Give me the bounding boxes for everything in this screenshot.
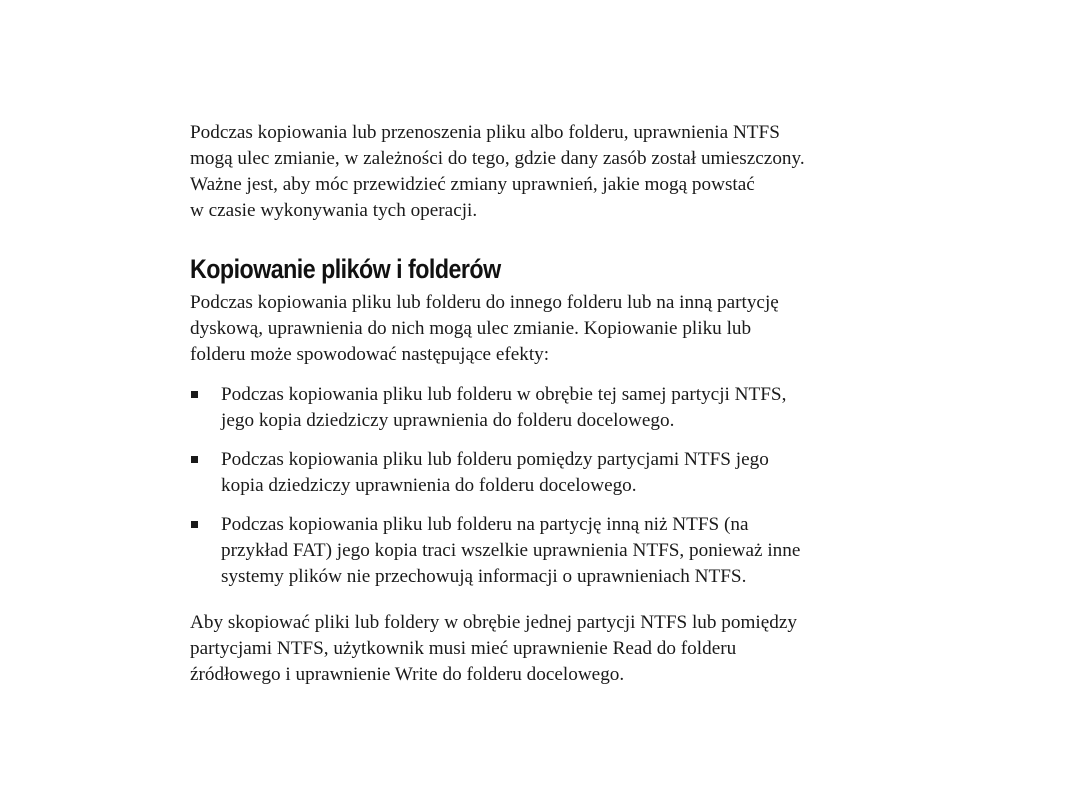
effects-list xyxy=(190,382,910,590)
list-item xyxy=(190,382,910,434)
document-page xyxy=(190,120,910,688)
list-item xyxy=(190,512,910,590)
section-heading: Kopiowanie plików i folderów xyxy=(190,254,501,284)
list-item-line: jego kopia dziedziczy uprawnienia do folderu docelowego. xyxy=(221,410,675,431)
list-item-line: kopia dziedziczy uprawnienia do folderu docelowego. xyxy=(221,475,637,496)
outro-line: źródłowego i uprawnienie Write do folderu docelowego. xyxy=(190,664,625,685)
lead-line: Podczas kopiowania pliku lub folderu do innego folderu lub na inną partycję xyxy=(190,292,779,313)
list-item-line: Podczas kopiowania pliku lub folderu na partycję inną niż NTFS (na xyxy=(221,514,749,535)
list-item-line: Podczas kopiowania pliku lub folderu w obrębie tej samej partycji NTFS, xyxy=(221,384,787,405)
intro-paragraph xyxy=(190,120,910,224)
square-bullet-icon xyxy=(191,456,198,463)
lead-paragraph xyxy=(190,290,910,368)
square-bullet-icon xyxy=(191,521,198,528)
outro-paragraph xyxy=(190,610,910,688)
intro-line: mogą ulec zmianie, w zależności do tego, gdzie dany zasób został umieszczony. xyxy=(190,148,805,169)
intro-line: w czasie wykonywania tych operacji. xyxy=(190,200,478,221)
list-item-line: systemy plików nie przechowują informacji o uprawnieniach NTFS. xyxy=(221,566,747,587)
outro-line: partycjami NTFS, użytkownik musi mieć uprawnienie Read do folderu xyxy=(190,638,737,659)
outro-line: Aby skopiować pliki lub foldery w obrębie jednej partycji NTFS lub pomiędzy xyxy=(190,612,797,633)
intro-line: Podczas kopiowania lub przenoszenia pliku albo folderu, uprawnienia NTFS xyxy=(190,122,780,143)
lead-line: dyskową, uprawnienia do nich mogą ulec zmianie. Kopiowanie pliku lub xyxy=(190,318,752,339)
intro-line: Ważne jest, aby móc przewidzieć zmiany uprawnień, jakie mogą powstać xyxy=(190,174,755,195)
square-bullet-icon xyxy=(191,391,198,398)
list-item-line: przykład FAT) jego kopia traci wszelkie uprawnienia NTFS, ponieważ inne xyxy=(221,540,801,561)
list-item-line: Podczas kopiowania pliku lub folderu pomiędzy partycjami NTFS jego xyxy=(221,449,769,470)
list-item xyxy=(190,447,910,499)
lead-line: folderu może spowodować następujące efekty: xyxy=(190,344,550,365)
